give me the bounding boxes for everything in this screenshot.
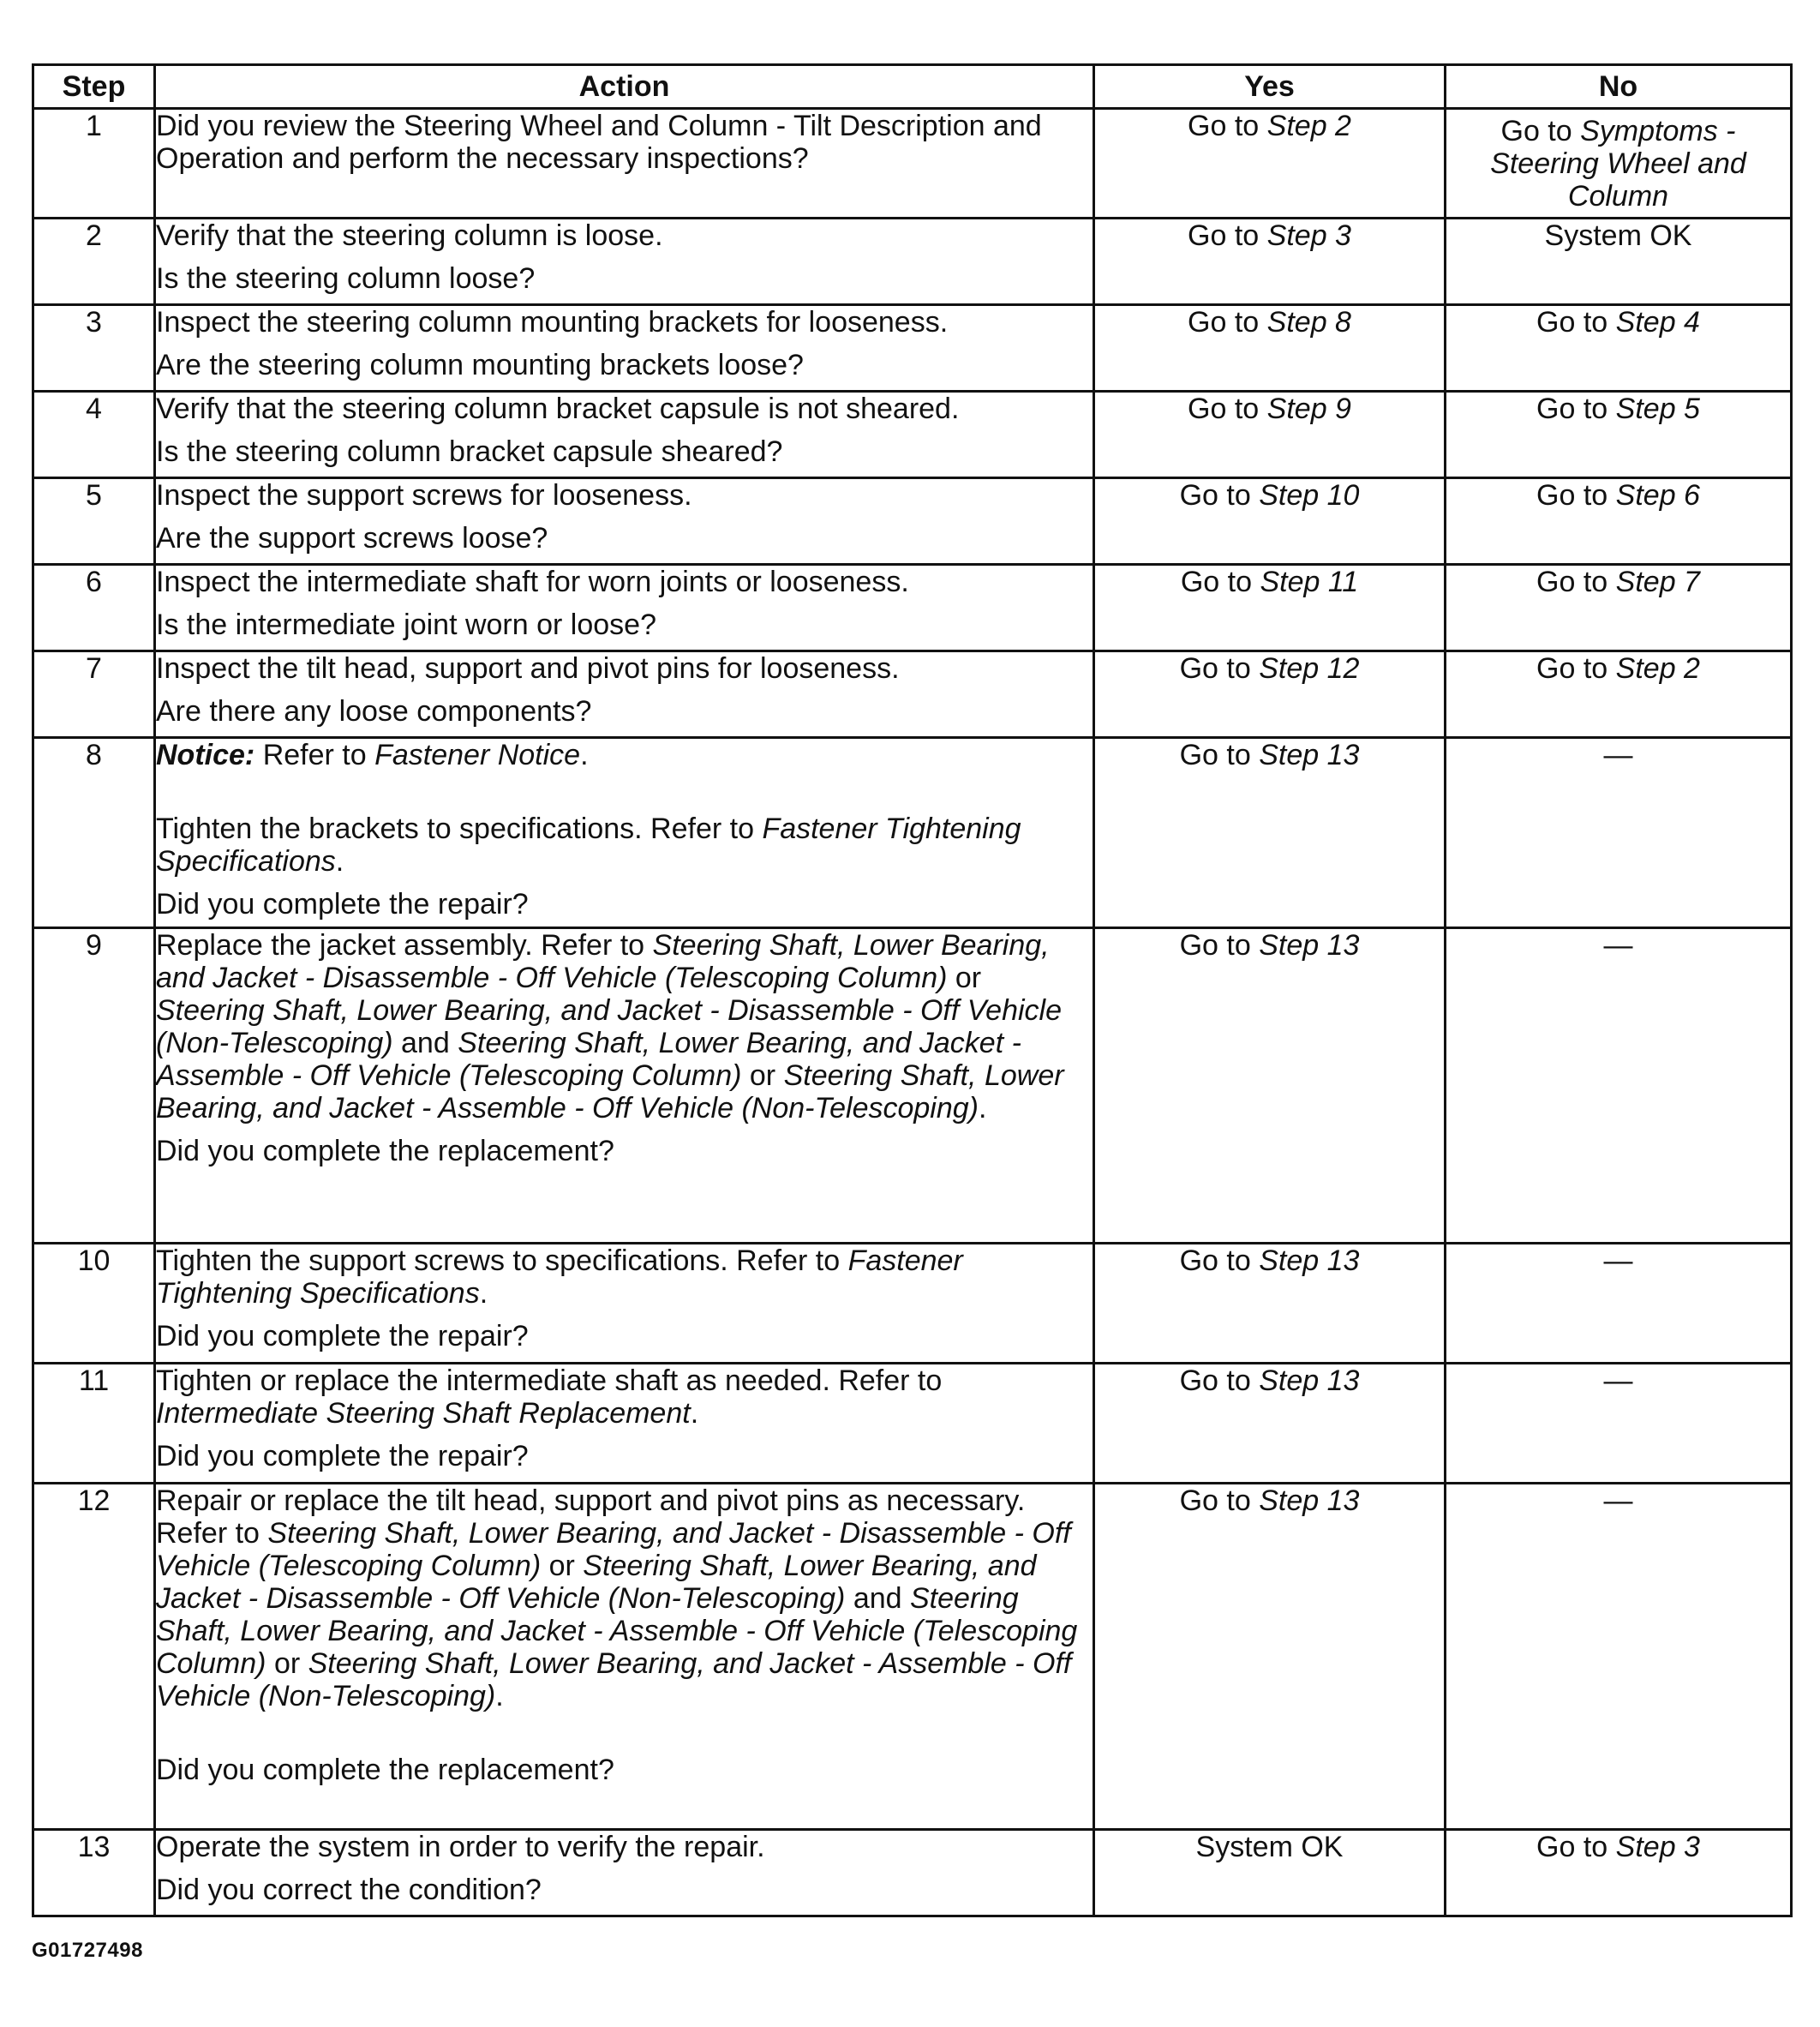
action-cell (155, 1364, 1094, 1484)
yes-step-link[interactable]: Step 11 (1260, 566, 1359, 598)
step-number: 11 (33, 1364, 155, 1484)
yes-cell (1094, 738, 1446, 928)
action-text-lead: Replace the jacket assembly. Refer to (156, 929, 645, 962)
procedure-link[interactable]: Steering Shaft, Lower Bearing, and Jacket - Disassemble - Off Vehicle (Telescoping Column) (156, 1517, 1071, 1582)
no-step-link[interactable]: Step 6 (1615, 479, 1700, 512)
period: . (495, 1680, 504, 1712)
action-text: Inspect the support screws for looseness. (156, 479, 692, 512)
procedure-link[interactable]: Steering Shaft, Lower Bearing, and Jacket - Disassemble - Off Vehicle (Non-Telescoping) (156, 1550, 1037, 1615)
yes-cell (1094, 1484, 1446, 1830)
table-row (33, 1830, 1792, 1916)
goto-label: Go to (1536, 1831, 1608, 1863)
action-cell (155, 1244, 1094, 1364)
no-cell (1446, 1484, 1792, 1830)
goto-label: Go to (1188, 219, 1260, 252)
header-action: Action (155, 65, 1094, 109)
action-cell (155, 305, 1094, 392)
action-question: Did you complete the replacement? (156, 1754, 614, 1786)
goto-label: Go to (1179, 1244, 1251, 1277)
no-cell (1446, 928, 1792, 1244)
no-step-link[interactable]: Step 4 (1615, 306, 1700, 339)
dash: — (1603, 739, 1633, 771)
no-step-link[interactable]: Step 5 (1615, 393, 1700, 425)
header-no: No (1446, 65, 1792, 109)
goto-label: Go to (1536, 652, 1608, 685)
table-row (33, 928, 1792, 1244)
action-text: Verify that the steering column is loose. (156, 219, 663, 252)
action-question: Is the intermediate joint worn or loose? (156, 609, 656, 641)
action-question: Did you complete the repair? (156, 1320, 529, 1352)
notice-link[interactable]: Fastener Notice (374, 739, 581, 771)
step-number: 4 (33, 392, 155, 478)
action-question: Did you complete the repair? (156, 1440, 529, 1472)
yes-cell (1094, 1244, 1446, 1364)
procedure-link[interactable]: Intermediate Steering Shaft Replacement (156, 1397, 691, 1430)
connector-text: or (548, 1550, 575, 1582)
table-row (33, 1364, 1792, 1484)
goto-label: Go to (1536, 566, 1608, 598)
connector-text: or (273, 1647, 301, 1680)
table-row (33, 651, 1792, 738)
action-text (156, 1364, 1093, 1430)
yes-step-link[interactable]: Step 10 (1259, 479, 1360, 512)
step-number: 2 (33, 219, 155, 305)
connector-text: and (853, 1582, 902, 1615)
procedure-link[interactable]: Steering Shaft, Lower Bearing, and Jacket - Assemble - Off Vehicle (Non-Telescoping) (156, 1059, 1064, 1124)
action-cell (155, 738, 1094, 928)
no-cell (1446, 219, 1792, 305)
yes-cell (1094, 1830, 1446, 1916)
notice-line (156, 739, 1093, 771)
no-cell (1446, 1244, 1792, 1364)
action-cell (155, 392, 1094, 478)
period: . (335, 845, 344, 878)
yes-step-link[interactable]: Step 13 (1259, 739, 1360, 771)
action-question: Are there any loose components? (156, 695, 592, 728)
action-question: Is the steering column bracket capsule sheared? (156, 435, 783, 468)
step-number: 12 (33, 1484, 155, 1830)
spec-link[interactable]: Fastener Tightening Specifications (156, 813, 1021, 878)
no-step-link[interactable]: Step 3 (1615, 1831, 1700, 1863)
table-row (33, 565, 1792, 651)
step-number: 8 (33, 738, 155, 928)
notice-label: Notice: (156, 739, 255, 771)
action-cell (155, 565, 1094, 651)
yes-step-link[interactable]: Step 2 (1266, 110, 1351, 142)
period: . (979, 1092, 987, 1124)
table-row (33, 305, 1792, 392)
period: . (479, 1277, 488, 1310)
goto-label: Go to (1536, 479, 1608, 512)
action-cell (155, 928, 1094, 1244)
table-row (33, 1484, 1792, 1830)
no-cell (1446, 1830, 1792, 1916)
header-step: Step (33, 65, 155, 109)
goto-label: Go to (1179, 479, 1251, 512)
yes-cell (1094, 565, 1446, 651)
goto-label: Go to (1180, 566, 1253, 598)
no-cell (1446, 305, 1792, 392)
action-text: Verify that the steering column bracket capsule is not sheared. (156, 393, 960, 425)
no-step-link[interactable]: Step 2 (1615, 652, 1700, 685)
table-row (33, 738, 1792, 928)
no-cell (1446, 392, 1792, 478)
yes-step-link[interactable]: Step 13 (1259, 1484, 1360, 1517)
action-text (156, 813, 1093, 878)
procedure-link[interactable]: Steering Shaft, Lower Bearing, and Jacket - Assemble - Off Vehicle (Non-Telescoping) (156, 1647, 1072, 1712)
procedure-link[interactable]: Steering Shaft, Lower Bearing, and Jacket - Assemble - Off Vehicle (Telescoping Column) (156, 1582, 1078, 1680)
goto-label: Go to (1536, 393, 1608, 425)
header-yes: Yes (1094, 65, 1446, 109)
action-text (156, 929, 1093, 1124)
action-text: Inspect the steering column mounting brackets for looseness. (156, 306, 949, 339)
period: . (580, 739, 589, 771)
step-number: 13 (33, 1830, 155, 1916)
goto-label: Go to (1188, 110, 1260, 142)
step-number: 5 (33, 478, 155, 565)
action-cell (155, 1484, 1094, 1830)
connector-text: or (955, 962, 982, 994)
procedure-link[interactable]: Steering Shaft, Lower Bearing, and Jacket - Assemble - Off Vehicle (Telescoping Column) (156, 1027, 1021, 1092)
no-cell (1446, 651, 1792, 738)
table-row (33, 1244, 1792, 1364)
dash: — (1603, 1484, 1633, 1517)
yes-step-link[interactable]: Step 8 (1266, 306, 1351, 339)
no-step-link[interactable]: Step 7 (1615, 566, 1700, 598)
yes-cell (1094, 109, 1446, 219)
dash: — (1603, 1364, 1633, 1397)
yes-result: System OK (1195, 1831, 1344, 1863)
no-result: System OK (1544, 219, 1692, 252)
yes-step-link[interactable]: Step 3 (1266, 219, 1351, 252)
yes-cell (1094, 478, 1446, 565)
action-cell (155, 478, 1094, 565)
figure-id: G01727498 (32, 1939, 143, 1962)
yes-step-link[interactable]: Step 12 (1259, 652, 1360, 685)
connector-text: or (749, 1059, 776, 1092)
table-row (33, 219, 1792, 305)
procedure-link[interactable]: Steering Shaft, Lower Bearing, and Jacket - Disassemble - Off Vehicle (Telescoping Column) (156, 929, 1050, 994)
yes-step-link[interactable]: Step 13 (1259, 1244, 1360, 1277)
goto-label: Go to (1188, 393, 1260, 425)
procedure-link[interactable]: Steering Shaft, Lower Bearing, and Jacket - Disassemble - Off Vehicle (Non-Telescoping) (156, 994, 1063, 1059)
goto-label: Go to (1500, 115, 1572, 147)
yes-cell (1094, 651, 1446, 738)
connector-text: and (401, 1027, 450, 1059)
yes-step-link[interactable]: Step 13 (1259, 929, 1360, 962)
action-text: Inspect the tilt head, support and pivot pins for looseness. (156, 652, 900, 685)
spec-link[interactable]: Fastener Tightening Specifications (156, 1244, 963, 1310)
step-number: 3 (33, 305, 155, 392)
step-number: 9 (33, 928, 155, 1244)
goto-label: Go to (1179, 1364, 1251, 1397)
dash: — (1603, 929, 1633, 962)
table-row (33, 392, 1792, 478)
action-cell (155, 219, 1094, 305)
no-step-link[interactable]: Symptoms - Steering Wheel and Column (1490, 115, 1746, 213)
step-number: 1 (33, 109, 155, 219)
action-text-lead: Tighten the support screws to specifications. Refer to (156, 1244, 841, 1277)
goto-label: Go to (1188, 306, 1260, 339)
no-cell (1446, 1364, 1792, 1484)
goto-label: Go to (1179, 652, 1251, 685)
action-question: Did you complete the replacement? (156, 1135, 614, 1167)
table-row (33, 109, 1792, 219)
notice-text: Refer to (262, 739, 367, 771)
goto-label: Go to (1179, 739, 1251, 771)
goto-label: Go to (1179, 1484, 1251, 1517)
no-cell (1446, 478, 1792, 565)
goto-label: Go to (1179, 929, 1251, 962)
action-question: Are the support screws loose? (156, 522, 548, 555)
action-cell (155, 651, 1094, 738)
action-text: Did you review the Steering Wheel and Column - Tilt Description and Operation and perform the necessary inspections? (156, 110, 1042, 175)
action-question: Did you complete the repair? (156, 888, 529, 921)
step-number: 7 (33, 651, 155, 738)
goto-label: Go to (1536, 306, 1608, 339)
header-row (33, 65, 1792, 109)
action-text-lead: Tighten or replace the intermediate shaft as needed. Refer to (156, 1364, 943, 1397)
action-question: Is the steering column loose? (156, 262, 536, 295)
dash: — (1603, 1244, 1633, 1277)
no-cell (1446, 738, 1792, 928)
step-number: 6 (33, 565, 155, 651)
action-cell (155, 1830, 1094, 1916)
action-text-lead: Tighten the brackets to specifications. Refer to (156, 813, 754, 845)
action-question: Are the steering column mounting brackets loose? (156, 349, 804, 381)
step-number: 10 (33, 1244, 155, 1364)
period: . (690, 1397, 699, 1430)
action-text: Operate the system in order to verify the repair. (156, 1831, 765, 1863)
action-text (156, 1244, 1093, 1310)
action-question: Did you correct the condition? (156, 1874, 542, 1906)
no-cell (1446, 565, 1792, 651)
action-text (156, 1484, 1093, 1712)
no-cell (1446, 109, 1792, 219)
diagnostic-table (32, 63, 1793, 1917)
yes-cell (1094, 1364, 1446, 1484)
action-text: Inspect the intermediate shaft for worn joints or looseness. (156, 566, 909, 598)
yes-cell (1094, 392, 1446, 478)
yes-cell (1094, 219, 1446, 305)
action-cell (155, 109, 1094, 219)
yes-cell (1094, 928, 1446, 1244)
yes-step-link[interactable]: Step 13 (1259, 1364, 1360, 1397)
yes-cell (1094, 305, 1446, 392)
yes-step-link[interactable]: Step 9 (1266, 393, 1351, 425)
table-row (33, 478, 1792, 565)
action-text-lead: Repair or replace the tilt head, support and pivot pins as necessary. Refer to (156, 1484, 1026, 1550)
